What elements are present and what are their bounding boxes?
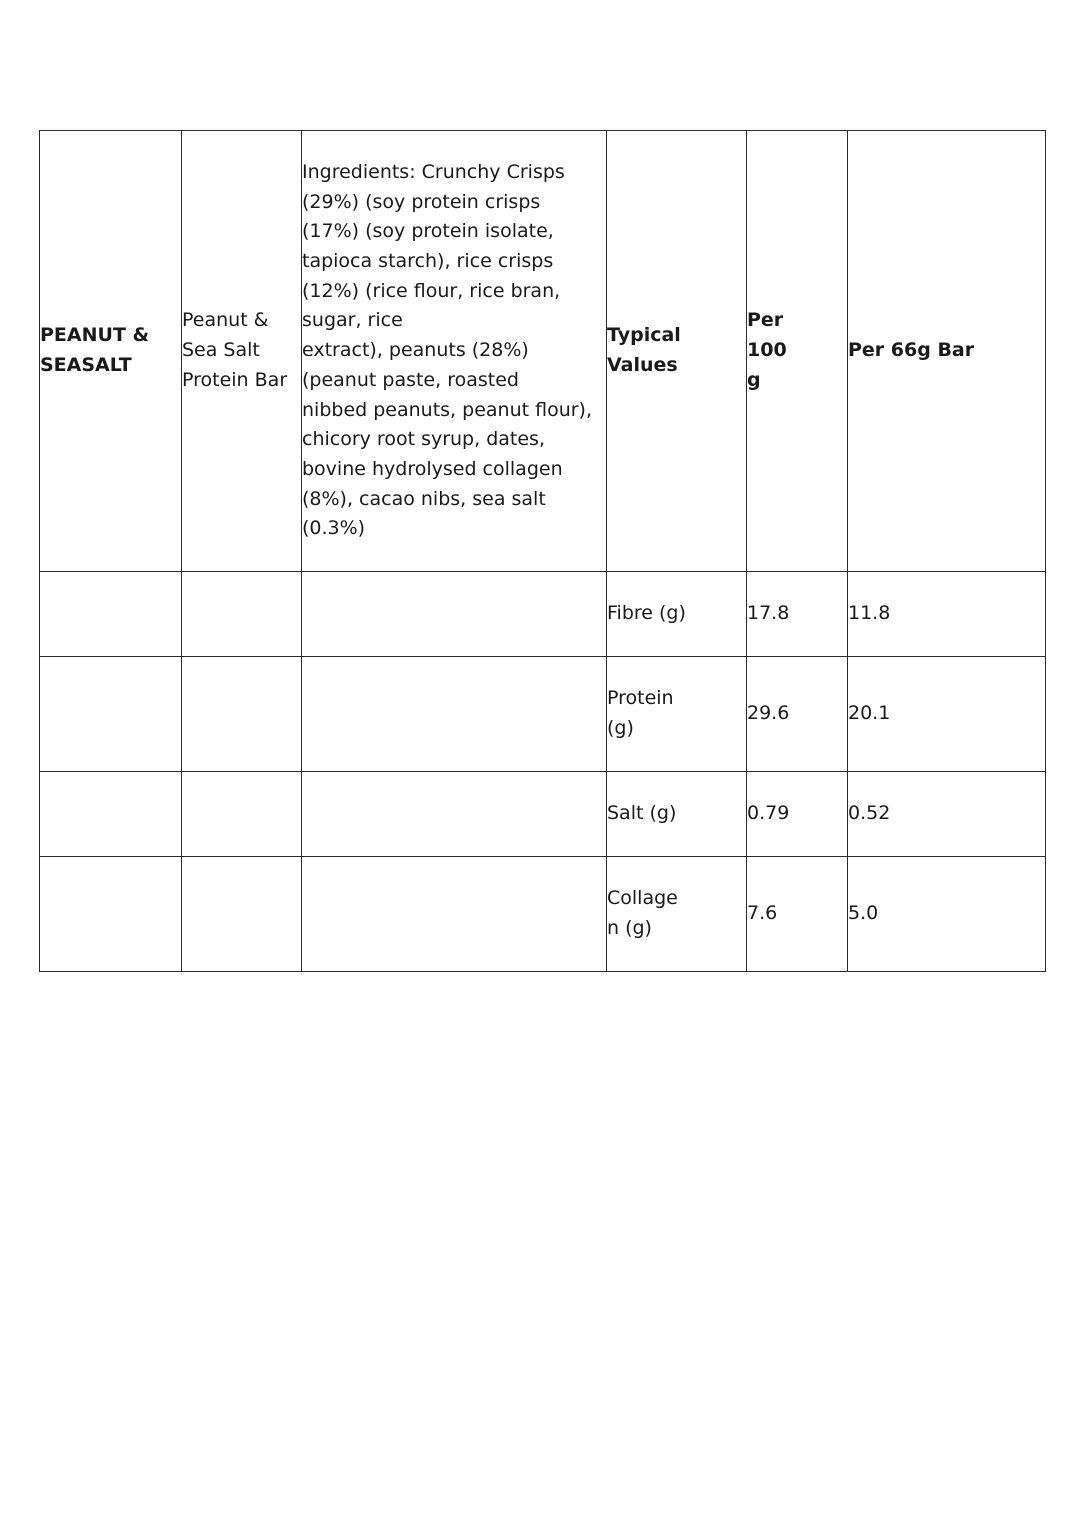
nutrition-table xyxy=(39,130,1046,972)
empty-cell xyxy=(40,572,182,657)
table-row xyxy=(40,772,1046,857)
nutrient-label: Collage n (g) xyxy=(607,857,747,972)
per-bar-value: 11.8 xyxy=(848,572,1046,657)
ingredients-cell: Ingredients: Crunchy Crisps (29%) (soy protein crisps (17%) (soy protein isolate, tapioca starch), rice crisps (12%) (rice flour, rice bran, sugar, rice extract), peanuts (28%) (peanut paste, roasted nibbed peanuts, peanut flour), chicory root syrup, dates, bovine hydrolysed collagen (8%), cacao nibs, sea salt (0.3%) xyxy=(302,131,607,572)
table-row xyxy=(40,857,1046,972)
table-header-row xyxy=(40,131,1046,572)
empty-cell xyxy=(40,857,182,972)
empty-cell xyxy=(302,772,607,857)
per-100g-value: 29.6 xyxy=(747,657,848,772)
table-row xyxy=(40,572,1046,657)
per-100g-header: Per 100 g xyxy=(747,131,848,572)
empty-cell xyxy=(182,657,302,772)
table-row xyxy=(40,657,1046,772)
per-100g-value: 0.79 xyxy=(747,772,848,857)
empty-cell xyxy=(182,772,302,857)
empty-cell xyxy=(182,857,302,972)
product-code-cell: PEANUT & SEASALT xyxy=(40,131,182,572)
nutrient-label: Protein (g) xyxy=(607,657,747,772)
per-100g-value: 17.8 xyxy=(747,572,848,657)
per-bar-header: Per 66g Bar xyxy=(848,131,1046,572)
empty-cell xyxy=(40,772,182,857)
nutrient-label: Salt (g) xyxy=(607,772,747,857)
empty-cell xyxy=(302,857,607,972)
nutrient-label: Fibre (g) xyxy=(607,572,747,657)
product-name-cell: Peanut & Sea Salt Protein Bar xyxy=(182,131,302,572)
empty-cell xyxy=(182,572,302,657)
per-bar-value: 20.1 xyxy=(848,657,1046,772)
empty-cell xyxy=(302,657,607,772)
empty-cell xyxy=(40,657,182,772)
per-100g-value: 7.6 xyxy=(747,857,848,972)
typical-values-header: Typical Values xyxy=(607,131,747,572)
per-bar-value: 5.0 xyxy=(848,857,1046,972)
empty-cell xyxy=(302,572,607,657)
per-bar-value: 0.52 xyxy=(848,772,1046,857)
